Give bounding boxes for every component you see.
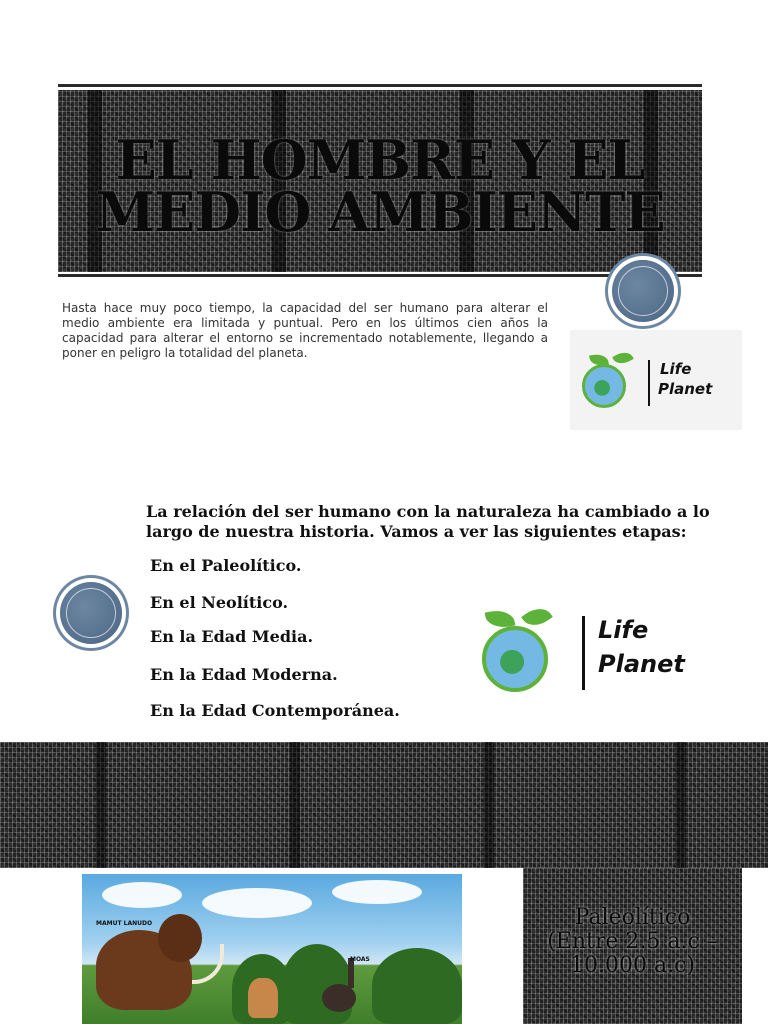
intro-paragraph: Hasta hace muy poco tiempo, la capacidad del ser humano para alterar el medio ambiente era limitada y puntual. Pero en los últimos cien años la capacidad para alterar el entorno se incrementado notablemente, llegando a poner en peligro la totalidad del planeta. bbox=[62, 301, 548, 360]
stage-item: En la Edad Contemporánea. bbox=[150, 701, 400, 720]
stages-intro: La relación del ser humano con la naturaleza ha cambiado a lo largo de nuestra historia. Vamos a ver las siguientes etapas: bbox=[146, 502, 710, 541]
paleolithic-title-panel bbox=[523, 868, 742, 1024]
globe-icon bbox=[482, 626, 548, 692]
life-planet-logo bbox=[478, 608, 708, 698]
logo-word-planet: Planet bbox=[658, 380, 713, 398]
title-banner bbox=[58, 84, 702, 278]
slide-2 bbox=[0, 450, 768, 742]
life-planet-logo bbox=[570, 330, 742, 430]
panel-subtitle: (Entre 2.5 a.c – 10.000 a.c) bbox=[547, 929, 718, 978]
logo-word-life: Life bbox=[598, 616, 649, 644]
stage-item: En la Edad Media. bbox=[150, 627, 314, 646]
logo-word-life: Life bbox=[660, 360, 692, 378]
panel-title: Paleolítico bbox=[574, 905, 691, 930]
moa-figure bbox=[322, 984, 356, 1012]
leaf-icon bbox=[612, 348, 634, 367]
paleolithic-illustration bbox=[82, 874, 462, 1024]
decorative-disk-icon bbox=[60, 582, 122, 644]
label-moas: MOAS bbox=[350, 956, 370, 963]
slide-1 bbox=[0, 0, 768, 450]
caveman-figure bbox=[248, 978, 278, 1018]
page-title: EL HOMBRE Y EL MEDIO AMBIENTE bbox=[95, 128, 665, 244]
logo-word-planet: Planet bbox=[598, 650, 685, 678]
stage-item: En la Edad Moderna. bbox=[150, 665, 338, 684]
texture-divider bbox=[0, 742, 768, 868]
stage-item: En el Neolítico. bbox=[150, 593, 289, 612]
globe-icon bbox=[582, 364, 626, 408]
decorative-disk-icon bbox=[612, 260, 674, 322]
slide-3 bbox=[0, 868, 768, 1024]
label-mammoth: MAMUT LANUDO bbox=[96, 920, 153, 927]
stage-item: En el Paleolítico. bbox=[150, 556, 302, 575]
